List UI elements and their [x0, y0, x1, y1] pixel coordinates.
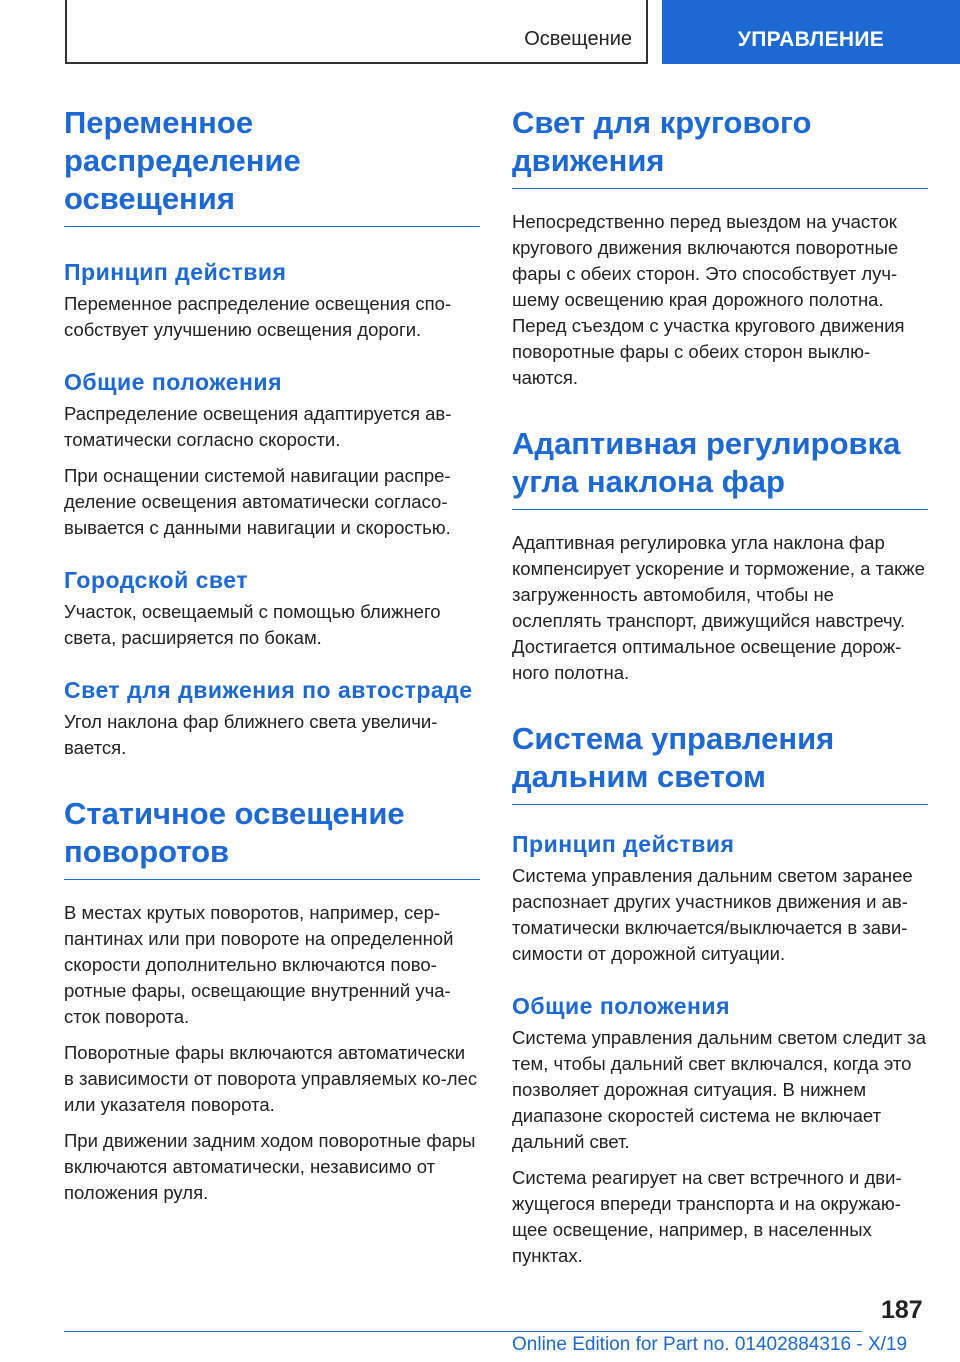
left-column	[64, 104, 480, 1206]
chapter-title: УПРАВЛЕНИЕ	[737, 28, 885, 51]
section-header-box	[65, 0, 648, 64]
heading-static-cornering-light: Статичное освещение поворотов	[64, 795, 480, 880]
paragraph: При оснащении системой навигации распре-деление освещения автоматически согласо-вывается с данными навигации и скоростью.	[64, 465, 451, 538]
subheading-motorway-light: Свет для движения по автостраде	[64, 677, 473, 703]
page-number: 187	[881, 1296, 923, 1324]
heading-roundabout-light: Свет для кругового движения	[512, 104, 928, 189]
paragraph: Переменное распределение освещения спо-собствует улучшению освещения дороги.	[64, 293, 452, 340]
chapter-tab	[662, 0, 960, 64]
paragraph: Система реагирует на свет встречного и дви-жущегося впереди транспорта и на окружаю-щее освещение, например, в населенных пунктах.	[512, 1167, 902, 1266]
subheading-general: Общие положения	[512, 993, 730, 1019]
heading-adaptive-headlight-range: Адаптивная регулировка угла наклона фар	[512, 425, 928, 510]
paragraph: Участок, освещаемый с помощью ближнего света, расширяется по бокам.	[64, 601, 441, 648]
page-header	[0, 0, 960, 66]
paragraph: Адаптивная регулировка угла наклона фар компенсирует ускорение и торможение, а также загруженность автомобиля, чтобы не ослеплять транспорт, движущийся навстречу. Достигается оптимальное освещение дорож-ного полотна.	[512, 532, 925, 683]
footer-divider	[64, 1331, 862, 1332]
paragraph: При движении задним ходом поворотные фары включаются автоматически, независимо от положения руля.	[64, 1130, 476, 1203]
paragraph: Система управления дальним светом заранее распознает других участников движения и ав-томатически включается/выключается в зави-симости от дорожной ситуации.	[512, 865, 913, 964]
paragraph: В местах крутых поворотов, например, сер-пантинах или при повороте на определенной скорости дополнительно включаются пово-ротные фары, освещающие внутренний уча-сток поворота.	[64, 902, 454, 1027]
paragraph: Система управления дальним светом следит за тем, чтобы дальний свет включался, когда это позволяет дорожная ситуация. В нижнем диапазоне скоростей система не включает дальний свет.	[512, 1027, 927, 1152]
right-column	[512, 104, 928, 1269]
heading-high-beam-assistant: Система управления дальним светом	[512, 720, 928, 805]
paragraph: Распределение освещения адаптируется ав-томатически согласно скорости.	[64, 403, 452, 450]
footer-edition: Online Edition for Part no. 01402884316 - X/19	[512, 1334, 908, 1355]
subheading-city-light: Городской свет	[64, 567, 248, 593]
subheading-principle: Принцип действия	[512, 831, 735, 857]
subheading-principle: Принцип действия	[64, 259, 287, 285]
subheading-general: Общие положения	[64, 369, 282, 395]
paragraph: Угол наклона фар ближнего света увеличи-вается.	[64, 711, 438, 758]
paragraph: Поворотные фары включаются автоматически в зависимости от поворота управляемых ко-лес или указателя поворота.	[64, 1042, 478, 1115]
section-title: Освещение	[524, 28, 632, 50]
paragraph: Непосредственно перед выездом на участок кругового движения включаются поворотные фары с обеих сторон. Это способствует луч-шему освещению края дорожного полотна. Перед съездом с участка кругового движения поворотные фары с обеих сторон выклю-чаются.	[512, 211, 905, 388]
heading-variable-light-distribution: Переменное распределение освещения	[64, 104, 480, 227]
